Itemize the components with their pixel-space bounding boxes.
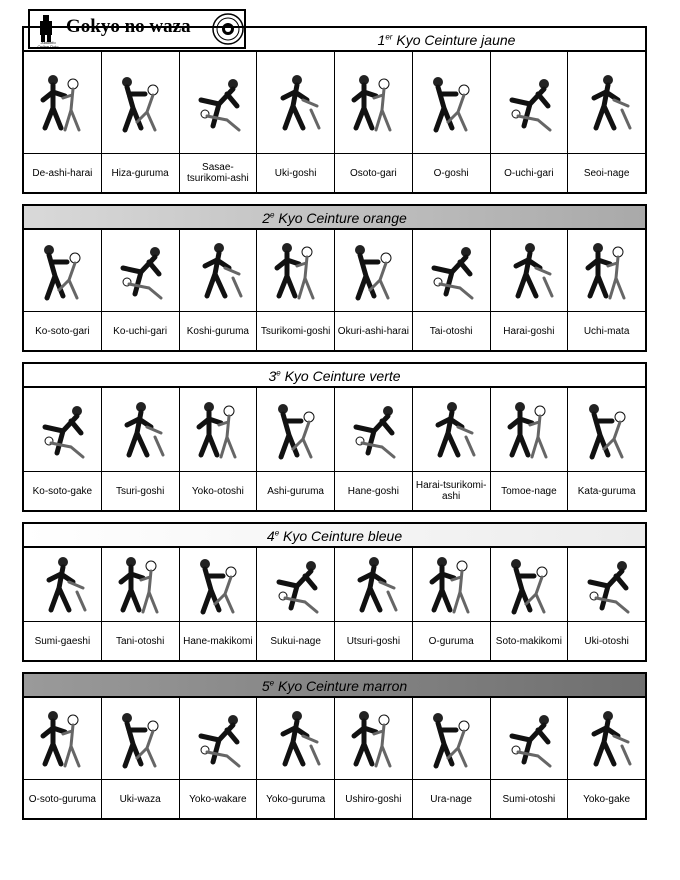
technique-card <box>102 52 180 192</box>
judoka-throw-icon <box>33 70 91 136</box>
technique-card <box>568 548 645 660</box>
technique-name: O-soto-guruma <box>28 793 96 805</box>
technique-name: Harai-tsurikomi-ashi <box>415 480 487 502</box>
kyo-number: 2 <box>262 210 271 226</box>
technique-name: Koshi-guruma <box>186 325 249 337</box>
kyo-belt-label: Kyo Ceinture verte <box>280 368 401 384</box>
technique-illustration <box>24 548 101 622</box>
technique-card <box>24 52 102 192</box>
technique-card <box>257 52 335 192</box>
technique-illustration <box>335 52 412 154</box>
technique-name: Sumi-otoshi <box>502 793 556 805</box>
technique-card <box>413 52 491 192</box>
technique-name: Ko-soto-gake <box>32 485 93 497</box>
technique-illustration <box>491 52 568 154</box>
technique-card <box>102 230 180 350</box>
technique-name: Yoko-wakare <box>189 793 247 805</box>
kyo-ordinal: er <box>385 32 393 42</box>
technique-card <box>491 52 569 192</box>
judoka-throw-icon <box>422 706 480 772</box>
judoka-throw-icon <box>500 70 558 136</box>
judoka-throw-icon <box>578 552 636 618</box>
judoka-throw-icon <box>33 397 91 463</box>
section-header <box>24 206 645 230</box>
section-kyo-1 <box>22 26 647 194</box>
technique-name: Tai-otoshi <box>429 325 473 337</box>
judoka-throw-icon <box>422 238 480 304</box>
kyo-ordinal: e <box>270 210 275 220</box>
technique-card <box>335 52 413 192</box>
technique-card <box>257 230 335 350</box>
technique-illustration <box>102 52 179 154</box>
technique-card <box>335 698 413 818</box>
technique-card <box>24 230 102 350</box>
kyo-belt-label: Kyo Ceinture jaune <box>392 32 516 48</box>
technique-illustration <box>24 388 101 472</box>
technique-name: Ushiro-goshi <box>345 793 402 805</box>
technique-illustration <box>180 52 257 154</box>
technique-illustration <box>102 388 179 472</box>
technique-name: Uki-otoshi <box>584 635 629 647</box>
judoka-throw-icon <box>267 706 325 772</box>
judoka-throw-icon <box>578 397 636 463</box>
technique-grid <box>24 230 645 350</box>
technique-name: O-uchi-gari <box>504 167 554 179</box>
judoka-throw-icon <box>344 552 402 618</box>
technique-card <box>102 548 180 660</box>
technique-card <box>24 548 102 660</box>
judoka-throw-icon <box>267 70 325 136</box>
technique-name: Soto-makikomi <box>495 635 562 647</box>
section-kyo-3 <box>22 362 647 512</box>
technique-illustration <box>491 388 568 472</box>
technique-illustration <box>335 698 412 780</box>
technique-illustration <box>413 548 490 622</box>
judoka-throw-icon <box>422 552 480 618</box>
technique-illustration <box>413 388 490 472</box>
technique-illustration <box>335 548 412 622</box>
technique-illustration <box>257 698 334 780</box>
technique-illustration <box>180 548 257 622</box>
judoka-throw-icon <box>189 552 247 618</box>
judoka-throw-icon <box>344 238 402 304</box>
judoka-throw-icon <box>578 238 636 304</box>
technique-card <box>568 698 645 818</box>
technique-name: Tomoe-nage <box>501 485 557 497</box>
technique-name: Okuri-ashi-harai <box>337 325 409 337</box>
technique-name: Uki-goshi <box>274 167 317 179</box>
technique-illustration <box>257 388 334 472</box>
technique-grid <box>24 388 645 510</box>
technique-name: Ko-uchi-gari <box>113 325 168 337</box>
technique-name: Harai-goshi <box>503 325 555 337</box>
technique-illustration <box>413 230 490 312</box>
section-kyo-4 <box>22 522 647 662</box>
technique-illustration <box>257 52 334 154</box>
technique-name: Hiza-guruma <box>111 167 169 179</box>
judoka-throw-icon <box>189 397 247 463</box>
technique-name: Ko-soto-gari <box>35 325 90 337</box>
technique-card <box>568 52 645 192</box>
technique-card <box>180 698 258 818</box>
kyo-belt-label: Kyo Ceinture marron <box>274 678 408 694</box>
judoka-throw-icon <box>189 70 247 136</box>
technique-illustration <box>568 388 645 472</box>
technique-card <box>568 388 645 510</box>
technique-illustration <box>257 548 334 622</box>
technique-illustration <box>568 230 645 312</box>
technique-illustration <box>568 698 645 780</box>
technique-illustration <box>491 698 568 780</box>
technique-illustration <box>335 388 412 472</box>
kyo-ordinal: e <box>274 528 280 538</box>
technique-illustration <box>568 548 645 622</box>
technique-name: Tani-otoshi <box>115 635 165 647</box>
technique-name: Yoko-gake <box>583 793 631 805</box>
judoka-throw-icon <box>267 238 325 304</box>
technique-card <box>24 388 102 510</box>
technique-name: O-goshi <box>433 167 469 179</box>
judoka-throw-icon <box>189 238 247 304</box>
kyo-number: 5 <box>261 678 270 694</box>
judoka-throw-icon <box>111 706 169 772</box>
section-header <box>24 524 645 548</box>
technique-card <box>335 548 413 660</box>
technique-illustration <box>491 230 568 312</box>
technique-card <box>257 698 335 818</box>
section-kyo-5 <box>22 672 647 820</box>
technique-illustration <box>568 52 645 154</box>
technique-illustration <box>24 230 101 312</box>
technique-card <box>257 548 335 660</box>
judoka-throw-icon <box>500 706 558 772</box>
judoka-throw-icon <box>422 70 480 136</box>
technique-grid <box>24 548 645 660</box>
technique-name: De-ashi-harai <box>32 167 93 179</box>
technique-illustration <box>413 698 490 780</box>
technique-name: Yoko-otoshi <box>191 485 244 497</box>
kyo-number: 4 <box>266 528 275 544</box>
judoka-throw-icon <box>33 238 91 304</box>
technique-illustration <box>335 230 412 312</box>
technique-card <box>335 388 413 510</box>
judoka-throw-icon <box>111 70 169 136</box>
judoka-throw-icon <box>111 238 169 304</box>
technique-card <box>491 698 569 818</box>
technique-name: Uki-waza <box>119 793 161 805</box>
kyo-ordinal: e <box>269 678 275 688</box>
judoka-throw-icon <box>500 397 558 463</box>
technique-illustration <box>180 388 257 472</box>
section-header <box>24 364 645 388</box>
judoka-throw-icon <box>500 552 558 618</box>
technique-name: Seoi-nage <box>583 167 630 179</box>
judoka-throw-icon <box>344 397 402 463</box>
technique-name: Sasae-tsurikomi-ashi <box>187 162 249 184</box>
judoka-throw-icon <box>422 397 480 463</box>
technique-card <box>102 698 180 818</box>
technique-card <box>491 230 569 350</box>
technique-illustration <box>257 230 334 312</box>
technique-name: Sukui-nage <box>270 635 321 647</box>
technique-name: Kata-guruma <box>577 485 636 497</box>
technique-grid <box>24 698 645 818</box>
technique-name: Yoko-guruma <box>266 793 326 805</box>
technique-card <box>180 230 258 350</box>
kyo-number: 1 <box>377 32 386 48</box>
technique-name: Tsuri-goshi <box>115 485 165 497</box>
judoka-throw-icon <box>111 397 169 463</box>
judoka-throw-icon <box>578 70 636 136</box>
technique-card <box>568 230 645 350</box>
technique-illustration <box>24 698 101 780</box>
logo-caption-line1: Judoinfo <box>40 40 56 45</box>
technique-illustration <box>180 698 257 780</box>
technique-illustration <box>491 548 568 622</box>
technique-name: Ashi-guruma <box>267 485 324 497</box>
judoka-throw-icon <box>267 552 325 618</box>
technique-name: O-guruma <box>428 635 474 647</box>
technique-card <box>335 230 413 350</box>
technique-name: Utsuri-goshi <box>346 635 401 647</box>
technique-name: Tsurikomi-goshi <box>260 325 331 337</box>
section-kyo-2 <box>22 204 647 352</box>
technique-name: Hane-goshi <box>347 485 399 497</box>
technique-card <box>180 388 258 510</box>
judoka-throw-icon <box>33 552 91 618</box>
technique-card <box>257 388 335 510</box>
technique-card <box>491 388 569 510</box>
technique-illustration <box>102 548 179 622</box>
kyo-belt-label: Kyo Ceinture bleue <box>279 528 403 544</box>
technique-card <box>180 548 258 660</box>
technique-name: Ura-nage <box>430 793 472 805</box>
technique-card <box>413 230 491 350</box>
technique-card <box>491 548 569 660</box>
technique-card <box>413 548 491 660</box>
judoka-throw-icon <box>578 706 636 772</box>
kyo-ordinal: e <box>276 368 281 378</box>
technique-card <box>24 698 102 818</box>
technique-card <box>413 698 491 818</box>
technique-grid <box>24 52 645 192</box>
technique-illustration <box>102 230 179 312</box>
judoka-throw-icon <box>344 70 402 136</box>
technique-card <box>413 388 491 510</box>
judoka-throw-icon <box>189 706 247 772</box>
technique-card <box>102 388 180 510</box>
section-header <box>248 28 645 50</box>
technique-illustration <box>413 52 490 154</box>
kyo-number: 3 <box>268 368 277 384</box>
technique-illustration <box>24 52 101 154</box>
technique-name: Sumi-gaeshi <box>34 635 91 647</box>
page-title: Gokyo no waza <box>66 16 191 37</box>
logo-caption-line2: Online Dojo <box>37 44 59 49</box>
technique-name: Uchi-mata <box>583 325 630 337</box>
technique-illustration <box>102 698 179 780</box>
judoka-throw-icon <box>111 552 169 618</box>
technique-illustration <box>180 230 257 312</box>
kyo-belt-label: Kyo Ceinture orange <box>274 210 407 226</box>
technique-name: Osoto-gari <box>350 167 397 179</box>
technique-card <box>180 52 258 192</box>
judoka-throw-icon <box>267 397 325 463</box>
technique-name: Hane-makikomi <box>183 635 253 647</box>
judoka-throw-icon <box>33 706 91 772</box>
section-header <box>24 674 645 698</box>
judoka-throw-icon <box>500 238 558 304</box>
judoka-throw-icon <box>344 706 402 772</box>
